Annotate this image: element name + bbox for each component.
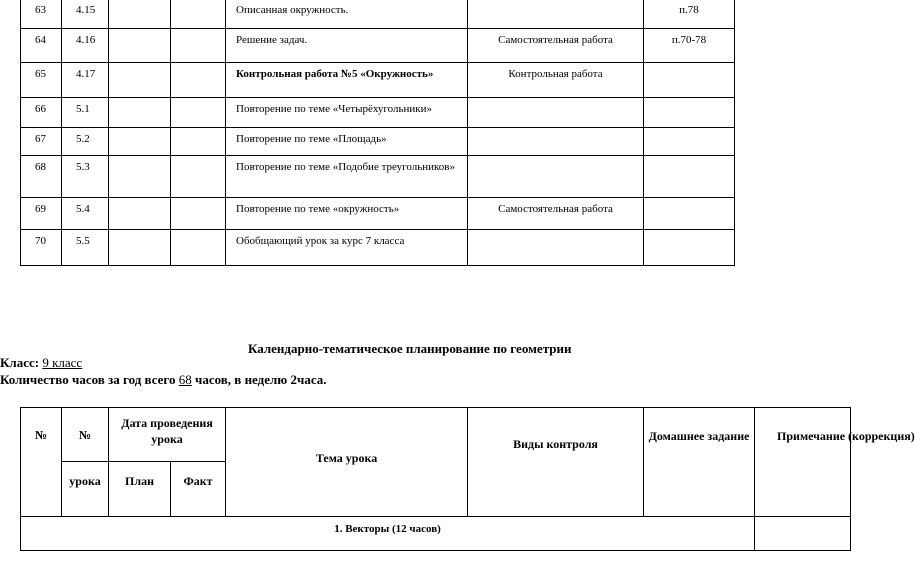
hours-suffix: часов, в неделю 2часа. — [191, 372, 327, 387]
homework-cell — [644, 230, 735, 266]
lesson-code-cell: 5.5 — [62, 230, 109, 266]
plan-title: Календарно-тематическое планирование по геометрии — [248, 341, 572, 356]
topic-cell: Решение задач. — [226, 29, 468, 63]
table-row — [21, 63, 735, 98]
homework-cell: п.78 — [644, 0, 735, 29]
class-value: 9 класс — [42, 355, 83, 370]
class-line — [0, 355, 82, 371]
header-lesson-num-bottom: урока — [62, 462, 109, 517]
homework-cell — [644, 63, 735, 98]
class-label: Класс: — [0, 355, 43, 370]
homework-cell — [644, 156, 735, 198]
hours-prefix: Количество часов за год всего — [0, 372, 179, 387]
lesson-code-cell: 5.3 — [62, 156, 109, 198]
plan-date-cell — [109, 98, 171, 128]
topic-cell: Повторение по теме «окружность» — [226, 198, 468, 230]
lesson-number-cell: 65 — [21, 63, 62, 98]
plan-date-cell — [109, 156, 171, 198]
homework-cell: п.70-78 — [644, 29, 735, 63]
fact-date-cell — [171, 156, 226, 198]
hours-value: 68 — [178, 372, 192, 387]
header-topic: Тема урока — [226, 408, 468, 517]
fact-date-cell — [171, 198, 226, 230]
lessons-table — [20, 0, 735, 266]
control-cell: Самостоятельная работа — [468, 198, 644, 230]
plan-date-cell — [109, 29, 171, 63]
topic-cell: Описанная окружность. — [226, 0, 468, 29]
header-notes: Примечание (коррекция) — [755, 408, 851, 517]
topic-cell: Повторение по теме «Подобие треугольников» — [226, 156, 468, 198]
topic-cell: Повторение по теме «Площадь» — [226, 128, 468, 156]
header-num: № — [21, 408, 62, 517]
header-lesson-num-top: № — [62, 408, 109, 462]
table-row — [21, 156, 735, 198]
lesson-number-cell: 64 — [21, 29, 62, 63]
table-row — [21, 29, 735, 63]
topic-cell: Обобщающий урок за курс 7 класса — [226, 230, 468, 266]
header-control: Виды контроля — [468, 408, 644, 517]
lesson-code-cell: 5.2 — [62, 128, 109, 156]
homework-cell — [644, 128, 735, 156]
plan-date-cell — [109, 0, 171, 29]
lesson-number-cell: 70 — [21, 230, 62, 266]
topic-cell: Повторение по теме «Четырёхугольники» — [226, 98, 468, 128]
lesson-number-cell: 69 — [21, 198, 62, 230]
table-row — [21, 0, 735, 29]
lesson-code-cell: 5.4 — [62, 198, 109, 230]
table-row — [21, 230, 735, 266]
lesson-number-cell: 66 — [21, 98, 62, 128]
control-cell — [468, 230, 644, 266]
table-row — [21, 128, 735, 156]
control-cell: Самостоятельная работа — [468, 29, 644, 63]
lesson-number-cell: 67 — [21, 128, 62, 156]
homework-cell — [644, 198, 735, 230]
lesson-code-cell: 4.15 — [62, 0, 109, 29]
plan-date-cell — [109, 230, 171, 266]
homework-cell — [644, 98, 735, 128]
lesson-code-cell: 4.17 — [62, 63, 109, 98]
header-fact: Факт — [171, 462, 226, 517]
lesson-number-cell: 68 — [21, 156, 62, 198]
header-plan: План — [109, 462, 171, 517]
header-date: Дата проведения урока — [109, 408, 226, 462]
hours-line — [0, 372, 327, 388]
lesson-code-cell: 5.1 — [62, 98, 109, 128]
fact-date-cell — [171, 98, 226, 128]
section-row: 1. Векторы (12 часов) — [21, 517, 755, 551]
control-cell — [468, 156, 644, 198]
fact-date-cell — [171, 29, 226, 63]
fact-date-cell — [171, 0, 226, 29]
plan-date-cell — [109, 198, 171, 230]
header-homework: Домашнее задание — [644, 408, 755, 517]
plan-date-cell — [109, 63, 171, 98]
fact-date-cell — [171, 230, 226, 266]
control-cell — [468, 128, 644, 156]
table-row — [21, 98, 735, 128]
lesson-code-cell: 4.16 — [62, 29, 109, 63]
lesson-number-cell: 63 — [21, 0, 62, 29]
plan-date-cell — [109, 128, 171, 156]
control-cell: Контрольная работа — [468, 63, 644, 98]
topic-cell: Контрольная работа №5 «Окружность» — [226, 63, 468, 98]
control-cell — [468, 0, 644, 29]
section-notes-cell — [755, 517, 851, 551]
control-cell — [468, 98, 644, 128]
table-row — [21, 198, 735, 230]
plan-table — [20, 407, 915, 551]
fact-date-cell — [171, 63, 226, 98]
fact-date-cell — [171, 128, 226, 156]
